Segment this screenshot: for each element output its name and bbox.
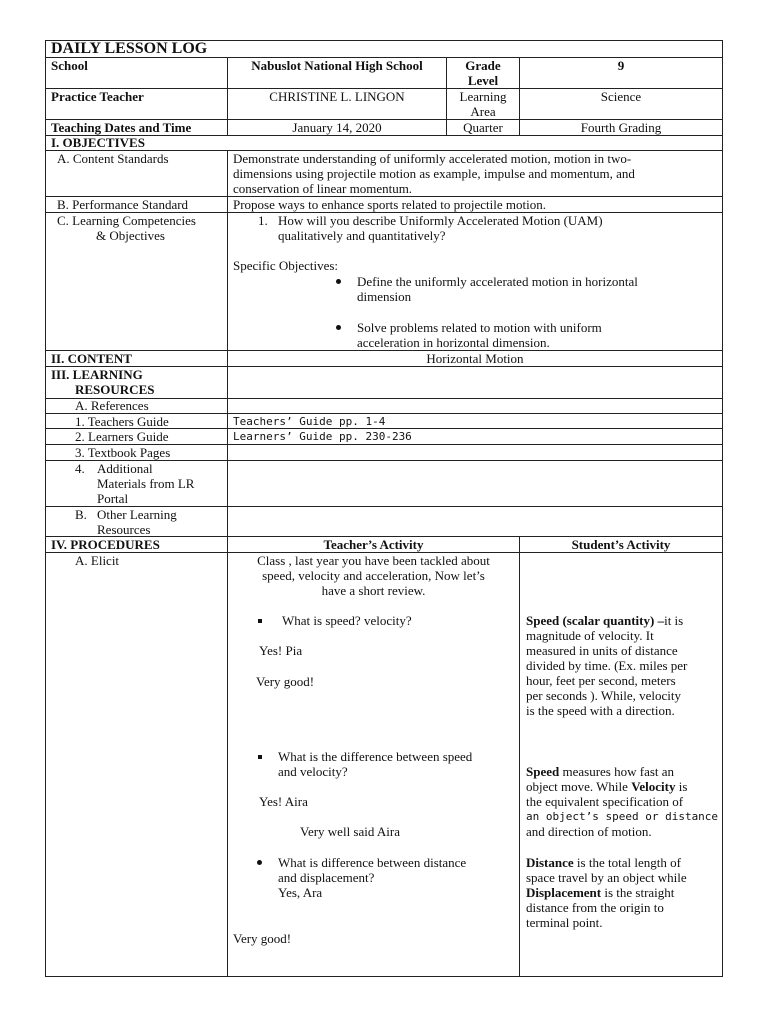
answer-speed-line: per seconds ). While, velocity (526, 688, 681, 703)
teachers-guide-label: 1. Teachers Guide (75, 414, 169, 429)
additional-materials-line: Materials from LR (97, 476, 195, 491)
answer-distance-line: terminal point. (526, 915, 603, 930)
content-standards-line: Demonstrate understanding of uniformly accelerated motion, motion in two- (233, 151, 632, 166)
dates-label: Teaching Dates and Time (51, 120, 192, 135)
bullet-icon (336, 279, 341, 284)
resources-heading: III. LEARNING (51, 367, 143, 382)
competency-number: 1. (258, 213, 268, 228)
closing-praise: Very good! (233, 931, 292, 946)
answer-speed (526, 613, 683, 628)
specific-objective-line: acceleration in horizontal dimension. (357, 335, 550, 350)
specific-objective-line: Solve problems related to motion with uniform (357, 320, 602, 335)
praise-2: Very well said Aira (300, 824, 401, 839)
grade-value: 9 (617, 58, 625, 73)
competency-line: How will you describe Uniformly Accelerated Motion (UAM) (278, 213, 603, 228)
intro-line: Class , last year you have been tackled about (257, 553, 490, 568)
teachers-guide-value: Teachers’ Guide pp. 1-4 (233, 415, 386, 428)
competencies-label: & Objectives (96, 228, 165, 243)
answer-distance-line: distance from the origin to (526, 900, 664, 915)
answer-speed-line: measured in units of distance (526, 643, 678, 658)
quarter-label: Quarter (463, 120, 503, 135)
answer-distance-line (526, 885, 674, 900)
learners-guide-label: 2. Learners Guide (75, 429, 169, 444)
bullet-icon (257, 860, 262, 865)
answer-distance (526, 855, 681, 870)
bullet-icon (258, 619, 262, 623)
answer-text: object move. While (526, 779, 632, 794)
answer-speed-line: hour, feet per second, meters (526, 673, 676, 688)
answer-text: measures how fast an (559, 764, 675, 779)
content-standards-line: conservation of linear momentum. (233, 181, 413, 196)
content-standards-label: A. Content Standards (57, 151, 169, 166)
answer-difference-line: and direction of motion. (526, 824, 652, 839)
question-difference: What is the difference between speed (278, 749, 473, 764)
resources-heading: RESOURCES (75, 382, 155, 397)
teacher-value: CHRISTINE L. LINGON (269, 89, 405, 104)
additional-materials-number: 4. (75, 461, 85, 476)
objectives-heading: I. OBJECTIVES (51, 135, 145, 150)
intro-line: have a short review. (321, 583, 426, 598)
references-label: A. References (75, 398, 149, 413)
answer-speed-text: it is (664, 613, 684, 628)
other-resources-line: Resources (97, 522, 151, 537)
answer-text: is the total length of (573, 855, 681, 870)
page-title: DAILY LESSON LOG (51, 40, 208, 57)
performance-standard-label: B. Performance Standard (57, 197, 189, 212)
area-label-2: Area (470, 104, 496, 119)
learners-guide-value: Learners’ Guide pp. 230-236 (233, 430, 412, 443)
competencies-label: C. Learning Competencies (57, 213, 196, 228)
question-distance: and displacement? (278, 870, 375, 885)
procedures-heading: IV. PROCEDURES (51, 537, 160, 552)
call-aira: Yes! Aira (259, 794, 308, 809)
answer-text: is the straight (601, 885, 675, 900)
answer-speed-line: is the speed with a direction. (526, 703, 675, 718)
question-speed: What is speed? velocity? (282, 613, 412, 628)
performance-standard-value: Propose ways to enhance sports related to projectile motion. (233, 197, 547, 212)
question-distance: What is difference between distance (278, 855, 467, 870)
textbook-pages-label: 3. Textbook Pages (75, 445, 171, 460)
answer-difference-line (526, 779, 687, 794)
call-ara: Yes, Ara (278, 885, 323, 900)
quarter-value: Fourth Grading (580, 120, 662, 135)
teacher-label: Practice Teacher (51, 89, 144, 104)
answer-text: is (675, 779, 688, 794)
area-value: Science (600, 89, 642, 104)
additional-materials-line: Portal (97, 491, 129, 506)
additional-materials-line: Additional (97, 461, 153, 476)
area-label-1: Learning (459, 89, 507, 104)
answer-term: Speed (526, 764, 560, 779)
school-value: Nabuslot National High School (251, 58, 423, 73)
specific-objective-line: Define the uniformly accelerated motion in horizontal (357, 274, 638, 289)
specific-objective-line: dimension (357, 289, 412, 304)
answer-speed-term: Speed (scalar quantity) – (526, 613, 665, 628)
dates-value: January 14, 2020 (292, 120, 382, 135)
grade-label-1: Grade (465, 58, 501, 73)
praise-1: Very good! (256, 674, 315, 689)
student-activity-header: Student’s Activity (571, 537, 671, 552)
answer-difference-line: an object’s speed or distance (526, 810, 719, 823)
teacher-activity-header: Teacher’s Activity (323, 537, 424, 552)
answer-speed-line: divided by time. (Ex. miles per (526, 658, 688, 673)
other-resources-number: B. (75, 507, 87, 522)
competency-line: qualitatively and quantitatively? (278, 228, 446, 243)
content-value: Horizontal Motion (426, 351, 524, 366)
answer-distance-line: space travel by an object while (526, 870, 687, 885)
school-label: School (51, 58, 88, 73)
call-pia: Yes! Pia (259, 643, 303, 658)
question-difference: and velocity? (278, 764, 348, 779)
answer-term: Velocity (631, 779, 676, 794)
answer-term: Displacement (526, 885, 602, 900)
answer-difference (526, 764, 674, 779)
answer-difference-line: the equivalent specification of (526, 794, 684, 809)
content-standards-line: dimensions using projectile motion as example, impulse and momentum, and (233, 166, 635, 181)
answer-speed-line: magnitude of velocity. It (526, 628, 654, 643)
answer-term: Distance (526, 855, 574, 870)
grade-label-2: Level (467, 73, 499, 88)
intro-line: speed, velocity and acceleration, Now let’s (262, 568, 485, 583)
other-resources-line: Other Learning (97, 507, 177, 522)
content-heading: II. CONTENT (51, 351, 132, 366)
bullet-icon (258, 755, 262, 759)
bullet-icon (336, 325, 341, 330)
elicit-label: A. Elicit (75, 553, 120, 568)
specific-objectives-label: Specific Objectives: (233, 258, 339, 273)
